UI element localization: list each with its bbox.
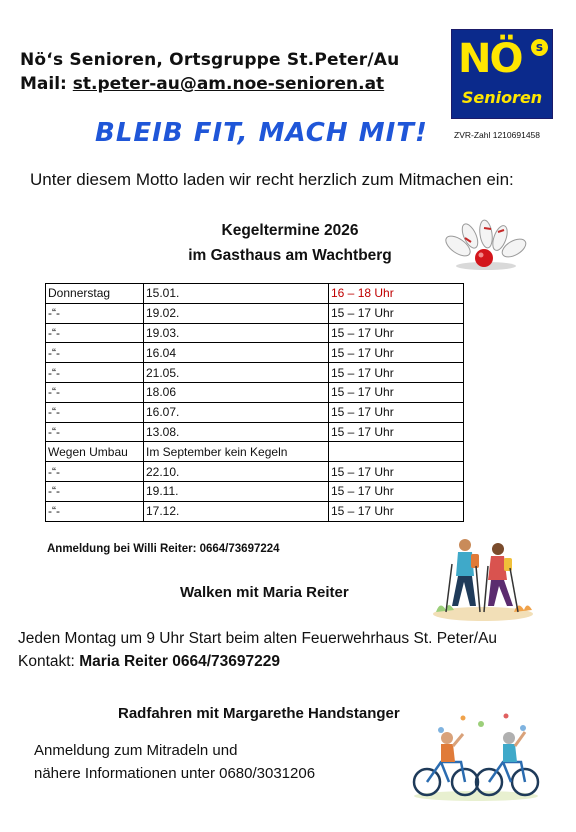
day-cell: -“- bbox=[46, 382, 144, 402]
kegel-title-line1: Kegeltermine 2026 bbox=[221, 222, 359, 239]
date-cell: 17.12. bbox=[144, 501, 329, 521]
intro-text: Unter diesem Motto laden wir recht herzlich zum Mitmachen ein: bbox=[30, 170, 514, 189]
table-row bbox=[46, 284, 464, 304]
table-row bbox=[46, 501, 464, 521]
mail-address-link[interactable]: st.peter-au@am.noe-senioren.at bbox=[72, 74, 385, 94]
walken-contact-label: Kontakt: bbox=[18, 653, 75, 670]
table-row bbox=[46, 303, 464, 323]
radfahren-title: Radfahren mit Margarethe Handstanger bbox=[118, 705, 400, 722]
date-cell: 19.02. bbox=[144, 303, 329, 323]
day-cell: -“- bbox=[46, 402, 144, 422]
day-cell: -“- bbox=[46, 363, 144, 383]
date-cell: Im September kein Kegeln bbox=[144, 442, 329, 462]
kegel-schedule-table bbox=[45, 283, 464, 522]
date-cell: 19.11. bbox=[144, 481, 329, 501]
table-row bbox=[46, 323, 464, 343]
noe-senioren-logo bbox=[451, 29, 553, 119]
walkers-illustration bbox=[428, 534, 538, 624]
date-cell: 15.01. bbox=[144, 284, 329, 304]
time-cell: 15 – 17 Uhr bbox=[329, 422, 464, 442]
day-cell: -“- bbox=[46, 462, 144, 482]
time-cell: 15 – 17 Uhr bbox=[329, 363, 464, 383]
walken-contact bbox=[18, 653, 280, 671]
table-row bbox=[46, 422, 464, 442]
date-cell: 16.07. bbox=[144, 402, 329, 422]
time-cell: 15 – 17 Uhr bbox=[329, 481, 464, 501]
time-cell: 15 – 17 Uhr bbox=[329, 462, 464, 482]
day-cell: -“- bbox=[46, 343, 144, 363]
walken-schedule-text: Jeden Montag um 9 Uhr Start beim alten Feuerwehrhaus St. Peter/Au bbox=[18, 630, 498, 647]
date-cell: 19.03. bbox=[144, 323, 329, 343]
date-cell: 21.05. bbox=[144, 363, 329, 383]
time-cell bbox=[329, 442, 464, 462]
time-cell: 16 – 18 Uhr bbox=[329, 284, 464, 304]
time-cell: 15 – 17 Uhr bbox=[329, 343, 464, 363]
time-cell: 15 – 17 Uhr bbox=[329, 323, 464, 343]
kegel-title bbox=[180, 218, 400, 268]
day-cell: -“- bbox=[46, 501, 144, 521]
day-cell: Donnerstag bbox=[46, 284, 144, 304]
mail-label: Mail: bbox=[20, 74, 67, 94]
mail-line bbox=[20, 74, 384, 94]
date-cell: 13.08. bbox=[144, 422, 329, 442]
table-row bbox=[46, 442, 464, 462]
radfahren-text-line2: nähere Informationen unter 0680/3031206 bbox=[34, 765, 316, 782]
day-cell: -“- bbox=[46, 303, 144, 323]
org-title: Nö‘s Senioren, Ortsgruppe St.Peter/Au bbox=[20, 50, 400, 70]
day-cell: -“- bbox=[46, 481, 144, 501]
day-cell: -“- bbox=[46, 422, 144, 442]
table-row bbox=[46, 462, 464, 482]
table-row bbox=[46, 481, 464, 501]
time-cell: 15 – 17 Uhr bbox=[329, 501, 464, 521]
zvr-number: ZVR-Zahl 1210691458 bbox=[454, 130, 541, 140]
day-cell: -“- bbox=[46, 323, 144, 343]
motto-title: BLEIB FIT, MACH MIT! bbox=[95, 118, 428, 148]
cyclists-illustration bbox=[411, 710, 541, 802]
date-cell: 16.04 bbox=[144, 343, 329, 363]
table-row bbox=[46, 363, 464, 383]
radfahren-text-line1: Anmeldung zum Mitradeln und bbox=[34, 742, 238, 759]
logo-senioren-text: Senioren bbox=[461, 88, 543, 107]
time-cell: 15 – 17 Uhr bbox=[329, 303, 464, 323]
logo-noe-text: NÖ bbox=[458, 36, 522, 82]
walken-contact-value: Maria Reiter 0664/73697229 bbox=[79, 653, 280, 670]
kegel-title-line2: im Gasthaus am Wachtberg bbox=[188, 247, 392, 264]
table-row bbox=[46, 382, 464, 402]
table-row bbox=[46, 402, 464, 422]
day-cell: Wegen Umbau bbox=[46, 442, 144, 462]
kegel-anmeldung: Anmeldung bei Willi Reiter: 0664/73697224 bbox=[47, 543, 280, 555]
date-cell: 22.10. bbox=[144, 462, 329, 482]
logo-badge: s bbox=[531, 39, 548, 56]
table-row bbox=[46, 343, 464, 363]
time-cell: 15 – 17 Uhr bbox=[329, 402, 464, 422]
time-cell: 15 – 17 Uhr bbox=[329, 382, 464, 402]
walken-title: Walken mit Maria Reiter bbox=[180, 584, 349, 601]
date-cell: 18.06 bbox=[144, 382, 329, 402]
bowling-icon bbox=[440, 210, 532, 272]
